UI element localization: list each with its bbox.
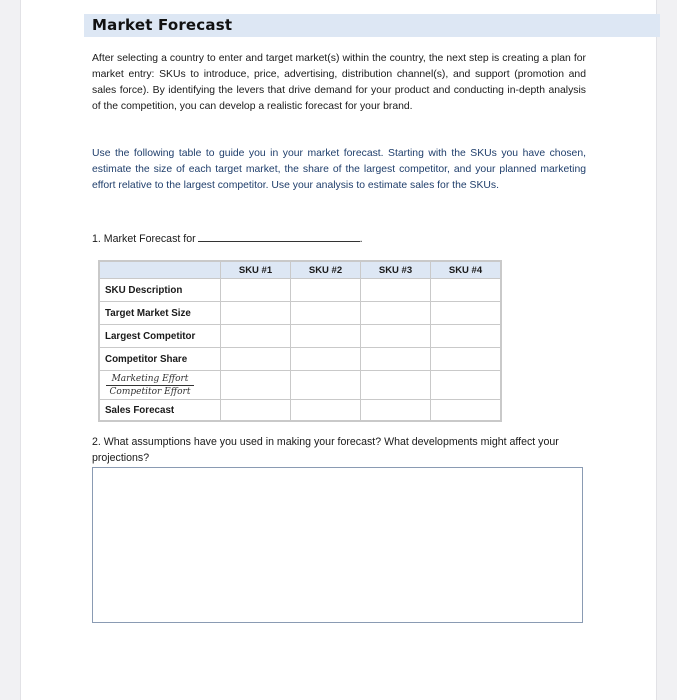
cell-effort-ratio-sku-2[interactable] xyxy=(291,371,361,400)
table-row xyxy=(99,400,501,422)
cell-competitor-share-sku-3[interactable] xyxy=(361,348,431,371)
cell-effort-ratio-sku-4[interactable] xyxy=(431,371,502,400)
row-label-effort-ratio xyxy=(99,371,221,400)
column-header-sku-1: SKU #1 xyxy=(221,261,291,279)
question-1 xyxy=(92,231,363,245)
cell-sku-description-sku-2[interactable] xyxy=(291,279,361,302)
cell-competitor-share-sku-1[interactable] xyxy=(221,348,291,371)
table-corner-cell xyxy=(99,261,221,279)
cell-sales-forecast-sku-2[interactable] xyxy=(291,400,361,422)
cell-target-market-size-sku-1[interactable] xyxy=(221,302,291,325)
ratio-numerator: Marketing Effort xyxy=(106,373,194,386)
cell-competitor-share-sku-2[interactable] xyxy=(291,348,361,371)
cell-target-market-size-sku-4[interactable] xyxy=(431,302,502,325)
cell-sales-forecast-sku-4[interactable] xyxy=(431,400,502,422)
intro-paragraph: After selecting a country to enter and target market(s) within the country, the next step is creating a plan for market entry: SKUs to introduce, price, advertising, distribution channel(s), and support (promotion and sales force). By identifying the levers that drive demand for your product and conducting in-depth analysis of the competition, you can develop a realistic forecast for your brand. xyxy=(92,53,586,112)
instructions-paragraph: Use the following table to guide you in your market forecast. Starting with the SKUs you have chosen, estimate the size of each target market, the share of the largest competitor, and your planned marketing effort relative to the largest competitor. Use your analysis to estimate sales for the SKUs. xyxy=(92,148,586,191)
table-row xyxy=(99,279,501,302)
ratio-denominator: Competitor Effort xyxy=(109,386,191,397)
row-label-competitor-share: Competitor Share xyxy=(99,348,221,371)
table-header-row xyxy=(99,261,501,279)
cell-sales-forecast-sku-3[interactable] xyxy=(361,400,431,422)
row-label-sku-description: SKU Description xyxy=(99,279,221,302)
cell-effort-ratio-sku-3[interactable] xyxy=(361,371,431,400)
cell-largest-competitor-sku-1[interactable] xyxy=(221,325,291,348)
column-header-sku-2: SKU #2 xyxy=(291,261,361,279)
market-forecast-table xyxy=(98,260,502,422)
table-row xyxy=(99,302,501,325)
cell-target-market-size-sku-2[interactable] xyxy=(291,302,361,325)
assumptions-answer-box[interactable] xyxy=(92,467,583,623)
effort-ratio-fraction xyxy=(106,373,194,398)
table-row xyxy=(99,371,501,400)
cell-largest-competitor-sku-2[interactable] xyxy=(291,325,361,348)
page-margin-left xyxy=(0,0,21,700)
cell-sales-forecast-sku-1[interactable] xyxy=(221,400,291,422)
column-header-sku-3: SKU #3 xyxy=(361,261,431,279)
row-label-target-market-size: Target Market Size xyxy=(99,302,221,325)
cell-effort-ratio-sku-1[interactable] xyxy=(221,371,291,400)
page-title: Market Forecast xyxy=(92,16,233,34)
question-1-period: . xyxy=(359,233,363,245)
question-2: 2. What assumptions have you used in making your forecast? What developments might affect your projections? xyxy=(92,436,559,464)
cell-largest-competitor-sku-3[interactable] xyxy=(361,325,431,348)
table-row xyxy=(99,348,501,371)
table-row xyxy=(99,325,501,348)
cell-largest-competitor-sku-4[interactable] xyxy=(431,325,502,348)
page-margin-right xyxy=(656,0,677,700)
cell-sku-description-sku-3[interactable] xyxy=(361,279,431,302)
cell-sku-description-sku-1[interactable] xyxy=(221,279,291,302)
column-header-sku-4: SKU #4 xyxy=(431,261,502,279)
cell-target-market-size-sku-3[interactable] xyxy=(361,302,431,325)
row-label-largest-competitor: Largest Competitor xyxy=(99,325,221,348)
question-1-text: 1. Market Forecast for xyxy=(92,233,196,245)
row-label-sales-forecast: Sales Forecast xyxy=(99,400,221,422)
market-forecast-blank[interactable] xyxy=(198,231,360,242)
cell-competitor-share-sku-4[interactable] xyxy=(431,348,502,371)
cell-sku-description-sku-4[interactable] xyxy=(431,279,502,302)
